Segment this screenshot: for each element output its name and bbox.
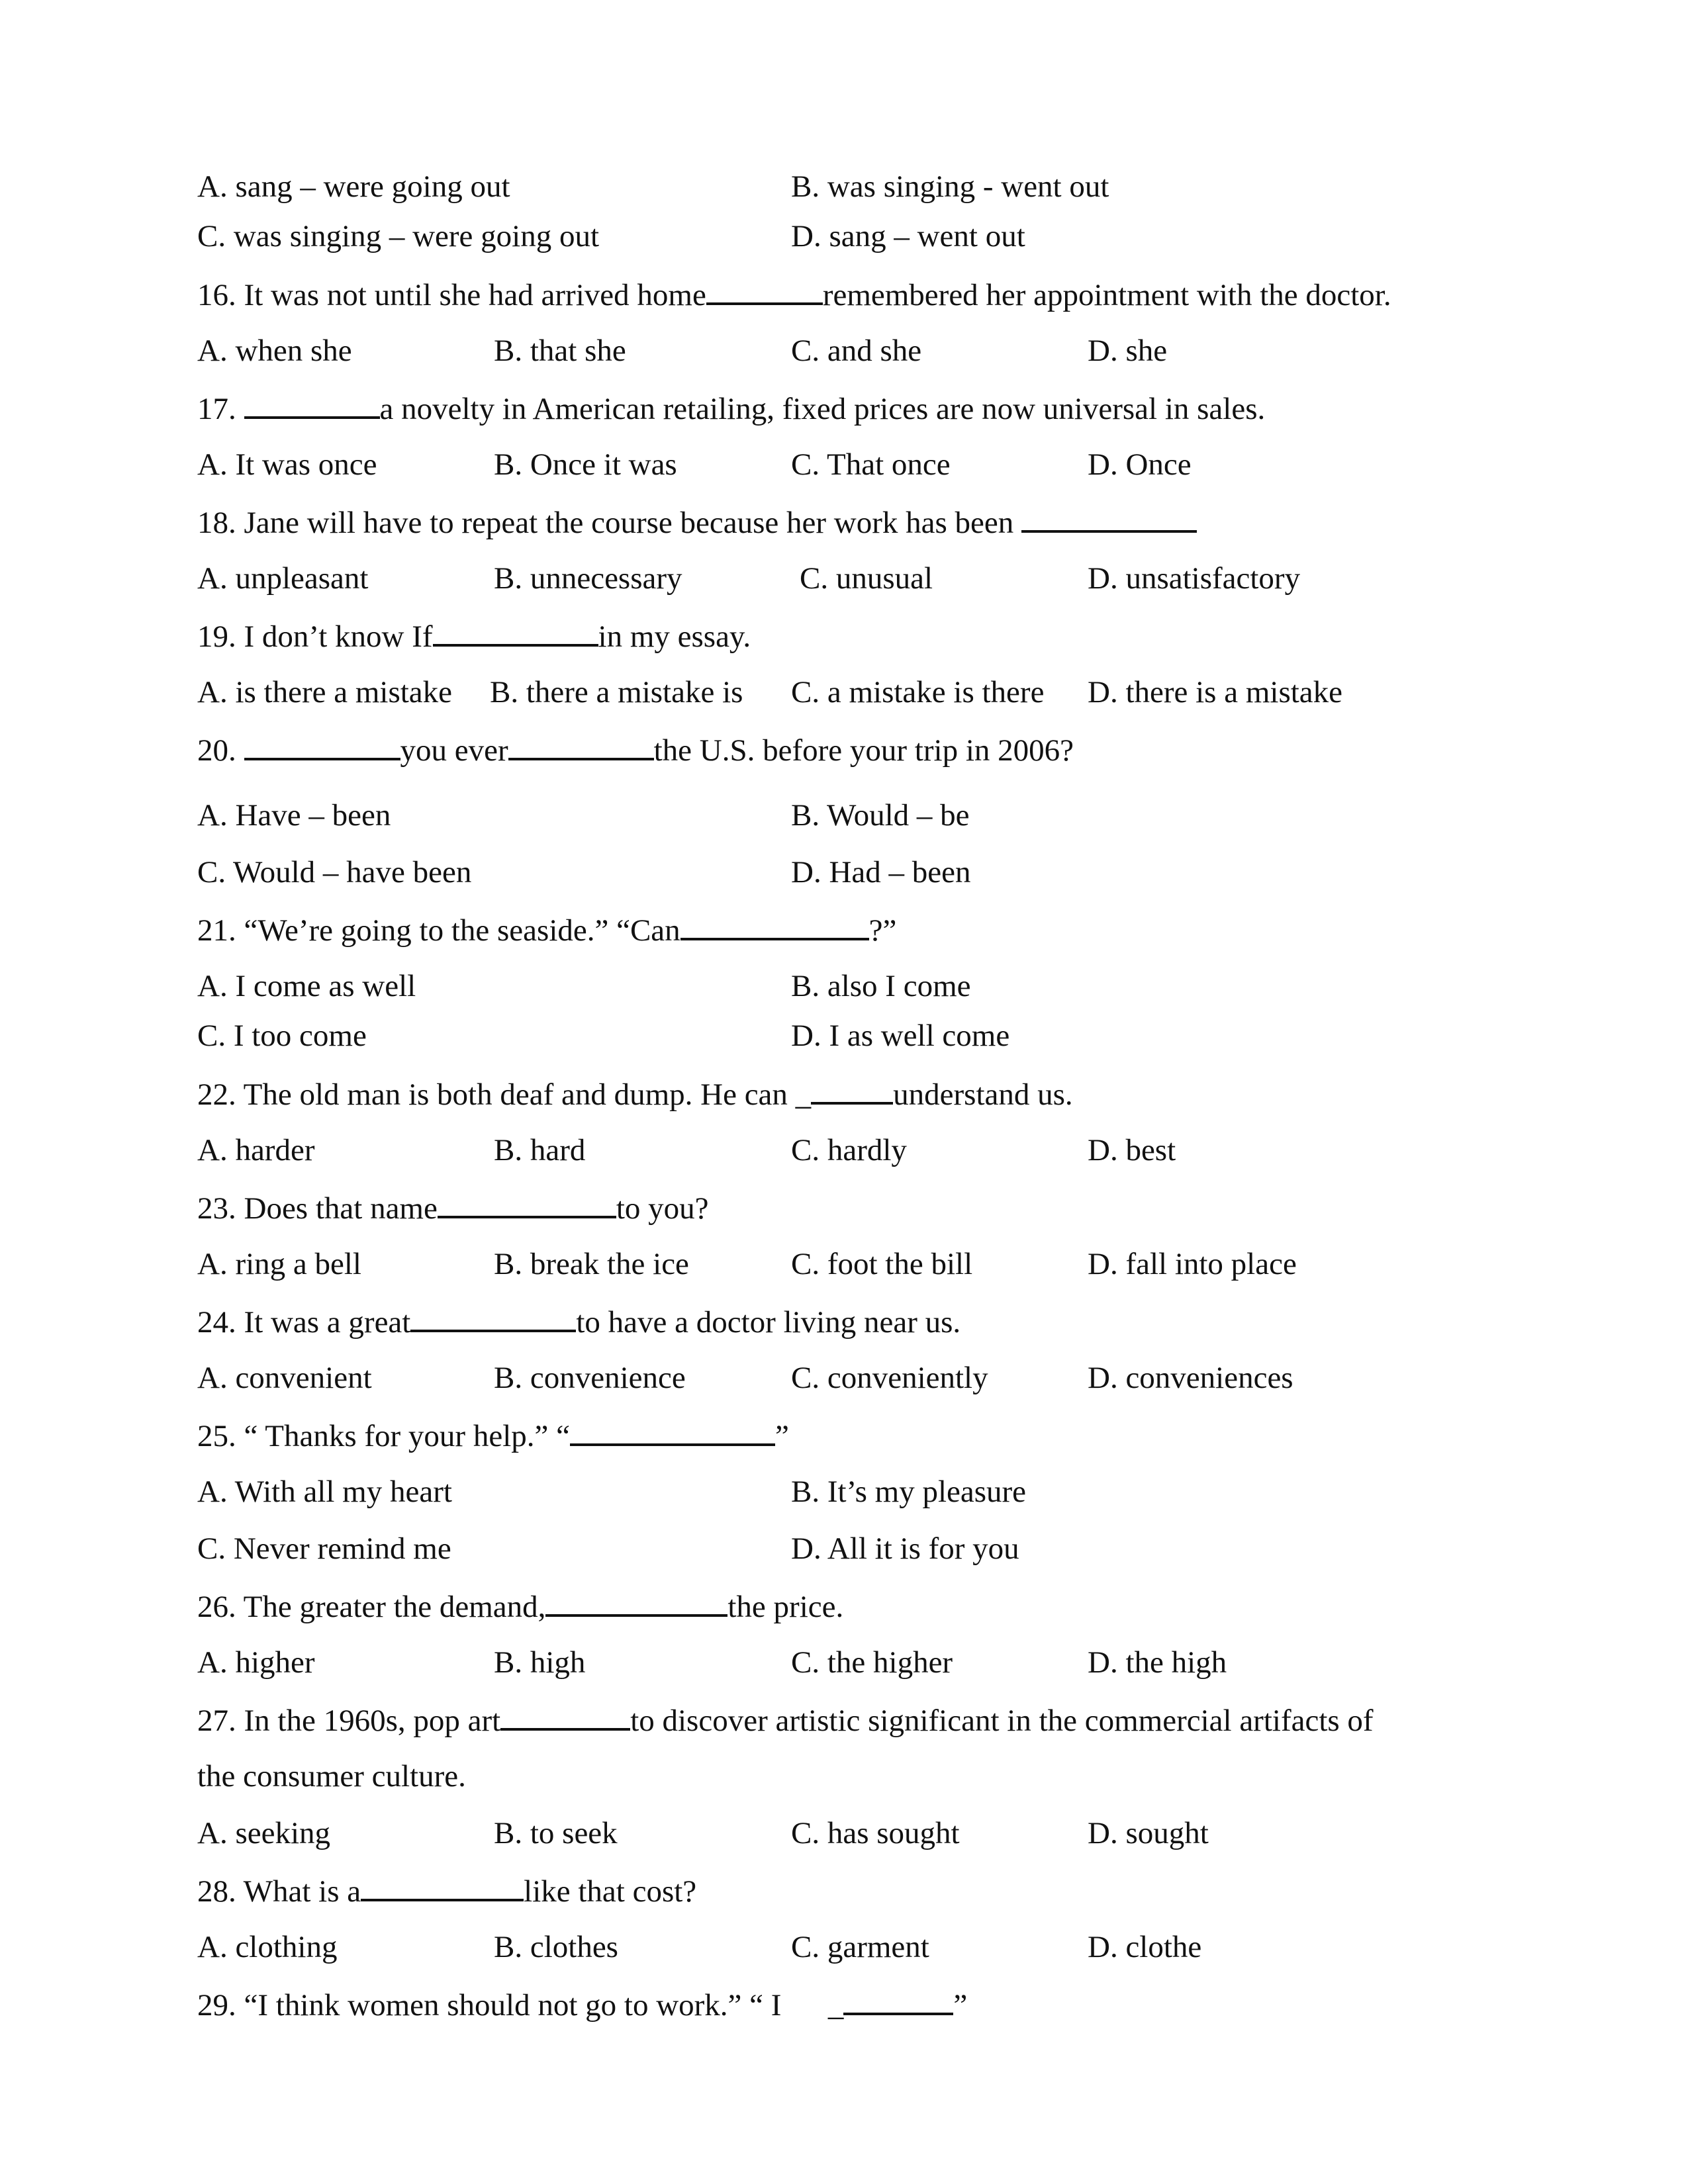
q25-option-b: B. It’s my pleasure (791, 1475, 1027, 1509)
q27-pre: 27. In the 1960s, pop art (197, 1704, 501, 1738)
q19-options (0, 674, 1688, 721)
q25-blank (570, 1417, 775, 1446)
q26-options (0, 1645, 1688, 1691)
q17-option-d: D. Once (1088, 447, 1192, 482)
q26-post: the price. (727, 1590, 844, 1624)
q19-option-d: D. there is a mistake (1088, 675, 1343, 709)
q29-blank (843, 1986, 953, 2015)
q20-post: the U.S. before your trip in 2006? (653, 733, 1074, 768)
q25-post: ” (774, 1419, 789, 1453)
q21-text (197, 911, 896, 948)
q27-text (197, 1702, 1374, 1739)
q28-post: like that cost? (524, 1874, 697, 1909)
q22-text (197, 1075, 1073, 1113)
q25-option-d: D. All it is for you (791, 1531, 1019, 1566)
q27-option-a: A. seeking (197, 1816, 331, 1850)
q26-option-b: B. high (494, 1645, 586, 1680)
q15-option-a: A. sang – were going out (197, 169, 510, 204)
q16-option-d: D. she (1088, 334, 1168, 368)
q16-text (197, 276, 1391, 313)
q23-question (0, 1189, 1688, 1236)
q20-options-row-2 (0, 854, 1688, 901)
q17-option-c: C. That once (791, 447, 951, 482)
q28-blank (361, 1872, 524, 1901)
q18-text (197, 504, 1197, 541)
q29-question (0, 1986, 1688, 2032)
q21-question (0, 911, 1688, 958)
q24-options (0, 1360, 1688, 1406)
q27-post: to discover artistic significant in the commercial artifacts of (630, 1704, 1374, 1738)
q20-pre: 20. (197, 733, 244, 768)
q20-mid: you ever (400, 733, 508, 768)
q26-option-a: A. higher (197, 1645, 315, 1680)
q23-option-c: C. foot the bill (791, 1247, 973, 1281)
q18-pre: 18. Jane will have to repeat the course because her work has been (197, 506, 1021, 540)
q18-options (0, 561, 1688, 607)
q27-question-line-2 (0, 1758, 1688, 1805)
q25-options-row-2 (0, 1531, 1688, 1577)
q22-question (0, 1075, 1688, 1122)
q24-option-c: C. conveniently (791, 1361, 988, 1395)
q24-option-d: D. conveniences (1088, 1361, 1293, 1395)
q26-option-c: C. the higher (791, 1645, 953, 1680)
q21-option-c: C. I too come (197, 1019, 367, 1053)
q19-post: in my essay. (598, 619, 751, 654)
q20-blank-1 (244, 731, 400, 760)
q20-options-row-1 (0, 797, 1688, 844)
q17-options (0, 447, 1688, 493)
q22-option-b: B. hard (494, 1133, 586, 1167)
q22-blank (811, 1075, 893, 1105)
q17-pre: 17. (197, 392, 244, 426)
q27-blank (500, 1702, 630, 1731)
q15-option-c: C. was singing – were going out (197, 219, 600, 253)
q19-blank (433, 617, 598, 647)
q18-blank (1021, 504, 1197, 533)
q19-text (197, 617, 751, 655)
q19-option-c: C. a mistake is there (791, 675, 1045, 709)
q24-pre: 24. It was a great (197, 1305, 411, 1340)
q20-option-c: C. Would – have been (197, 855, 472, 889)
q20-option-d: D. Had – been (791, 855, 971, 889)
q15-options-row-1 (0, 169, 1688, 215)
q29-text (197, 1986, 967, 2023)
q28-option-a: A. clothing (197, 1930, 338, 1964)
q18-option-c: C. unusual (800, 561, 933, 596)
q21-option-d: D. I as well come (791, 1019, 1010, 1053)
q29-post: ” (953, 1988, 968, 2023)
q23-pre: 23. Does that name (197, 1191, 438, 1226)
q17-text (197, 390, 1265, 427)
q17-option-a: A. It was once (197, 447, 377, 482)
q19-option-a: A. is there a mistake (197, 675, 453, 709)
q23-option-a: A. ring a bell (197, 1247, 361, 1281)
q23-text (197, 1189, 709, 1226)
q20-option-b: B. Would – be (791, 798, 970, 833)
q23-option-b: B. break the ice (494, 1247, 689, 1281)
q24-blank (410, 1303, 576, 1332)
q22-option-a: A. harder (197, 1133, 315, 1167)
q16-pre: 16. It was not until she had arrived home (197, 278, 706, 312)
q25-text (197, 1417, 789, 1454)
q28-option-d: D. clothe (1088, 1930, 1202, 1964)
q21-pre: 21. “We’re going to the seaside.” “Can (197, 913, 680, 948)
q26-text (197, 1588, 843, 1625)
q15-option-d: D. sang – went out (791, 219, 1025, 253)
q25-question (0, 1417, 1688, 1463)
q18-option-d: D. unsatisfactory (1088, 561, 1301, 596)
q22-post: understand us. (893, 1077, 1073, 1112)
q28-question (0, 1872, 1688, 1919)
q22-options (0, 1132, 1688, 1179)
q27-option-d: D. sought (1088, 1816, 1209, 1850)
q17-post: a novelty in American retailing, fixed prices are now universal in sales. (379, 392, 1266, 426)
q21-option-b: B. also I come (791, 969, 971, 1003)
q23-post: to you? (616, 1191, 709, 1226)
q21-options-row-2 (0, 1018, 1688, 1064)
q22-pre: 22. The old man is both deaf and dump. He can _ (197, 1077, 812, 1112)
q24-option-a: A. convenient (197, 1361, 372, 1395)
q21-options-row-1 (0, 968, 1688, 1015)
q26-option-d: D. the high (1088, 1645, 1227, 1680)
q18-option-b: B. unnecessary (494, 561, 682, 596)
q16-option-b: B. that she (494, 334, 626, 368)
q28-options (0, 1929, 1688, 1976)
q28-option-b: B. clothes (494, 1930, 618, 1964)
q19-option-b: B. there a mistake is (490, 675, 743, 709)
q23-blank (438, 1189, 616, 1218)
q20-text (197, 731, 1074, 768)
q16-post: remembered her appointment with the doctor. (822, 278, 1391, 312)
q18-option-a: A. unpleasant (197, 561, 369, 596)
q19-question (0, 617, 1688, 664)
q20-blank-2 (508, 731, 654, 760)
q28-pre: 28. What is a (197, 1874, 361, 1909)
q25-option-a: A. With all my heart (197, 1475, 452, 1509)
q20-option-a: A. Have – been (197, 798, 391, 833)
q25-pre: 25. “ Thanks for your help.” “ (197, 1419, 570, 1453)
q24-post: to have a doctor living near us. (576, 1305, 961, 1340)
q28-text (197, 1872, 696, 1909)
q24-option-b: B. convenience (494, 1361, 686, 1395)
q21-blank (680, 911, 869, 940)
q23-option-d: D. fall into place (1088, 1247, 1297, 1281)
q25-options-row-1 (0, 1474, 1688, 1520)
q21-option-a: A. I come as well (197, 969, 416, 1003)
q15-options-row-2 (0, 218, 1688, 265)
q26-blank (545, 1588, 727, 1617)
q21-post: ?” (868, 913, 897, 948)
q19-pre: 19. I don’t know If (197, 619, 433, 654)
q24-question (0, 1303, 1688, 1349)
q27-option-c: C. has sought (791, 1816, 960, 1850)
q17-option-b: B. Once it was (494, 447, 677, 482)
q18-question (0, 504, 1688, 550)
q16-options (0, 333, 1688, 379)
q15-option-b: B. was singing - went out (791, 169, 1109, 204)
q28-option-c: C. garment (791, 1930, 929, 1964)
q17-blank (244, 390, 380, 419)
q24-text (197, 1303, 961, 1340)
q27-options (0, 1815, 1688, 1862)
q27-line-2: the consumer culture. (197, 1759, 466, 1794)
q27-question (0, 1702, 1688, 1748)
q25-option-c: C. Never remind me (197, 1531, 451, 1566)
q29-pre: 29. “I think women should not go to work.” “ I _ (197, 1988, 844, 2023)
q20-question (0, 731, 1688, 778)
q17-question (0, 390, 1688, 436)
q27-option-b: B. to seek (494, 1816, 618, 1850)
q16-option-c: C. and she (791, 334, 922, 368)
q26-pre: 26. The greater the demand, (197, 1590, 546, 1624)
q26-question (0, 1588, 1688, 1634)
q16-question (0, 276, 1688, 322)
q23-options (0, 1246, 1688, 1293)
q22-option-c: C. hardly (791, 1133, 907, 1167)
q22-option-d: D. best (1088, 1133, 1176, 1167)
q16-option-a: A. when she (197, 334, 352, 368)
q16-blank (706, 276, 823, 305)
